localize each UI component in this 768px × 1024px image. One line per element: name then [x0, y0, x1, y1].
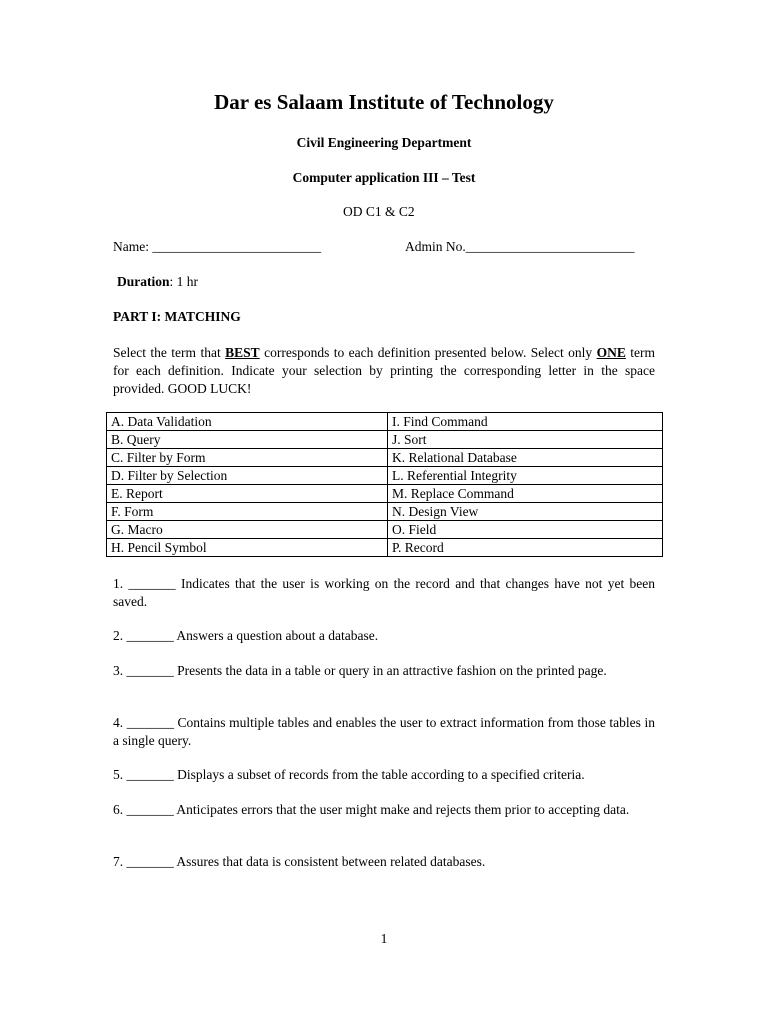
term-cell: K. Relational Database	[388, 449, 663, 467]
instructions	[113, 344, 655, 398]
table-row	[107, 521, 663, 539]
term-cell: I. Find Command	[388, 413, 663, 431]
term-cell: J. Sort	[388, 431, 663, 449]
duration-label: Duration	[117, 274, 170, 289]
term-cell: C. Filter by Form	[107, 449, 388, 467]
question-item: 7. _______ Assures that data is consistent between related databases.	[113, 854, 486, 869]
instructions-best: BEST	[225, 345, 260, 360]
term-cell: O. Field	[388, 521, 663, 539]
instructions-text-3: term for each definition. Indicate your selection by printing the corresponding letter in the space provided. GOOD LUCK!	[113, 345, 655, 396]
question-item: 6. _______ Anticipates errors that the user might make and rejects them prior to accepting data.	[113, 802, 630, 817]
admin-blank: _________________________	[465, 239, 635, 254]
table-row	[107, 467, 663, 485]
term-cell: G. Macro	[107, 521, 388, 539]
table-row	[107, 503, 663, 521]
term-cell: L. Referential Integrity	[388, 467, 663, 485]
table-row	[107, 539, 663, 557]
course-heading: Computer application III – Test	[292, 170, 476, 185]
table-row	[107, 485, 663, 503]
table-row	[107, 431, 663, 449]
term-cell: A. Data Validation	[107, 413, 388, 431]
table-row	[107, 449, 663, 467]
term-cell: N. Design View	[388, 503, 663, 521]
department-heading: Civil Engineering Department	[296, 135, 472, 150]
name-label: Name:	[113, 239, 149, 254]
name-field	[113, 239, 321, 255]
admin-field	[405, 239, 635, 255]
page-number: 1	[380, 931, 388, 946]
term-cell: E. Report	[107, 485, 388, 503]
class-groups: OD C1 & C2	[343, 204, 415, 219]
admin-label: Admin No.	[405, 239, 466, 254]
instructions-text-2: corresponds to each definition presented below. Select only	[259, 345, 597, 360]
institute-title: Dar es Salaam Institute of Technology	[214, 90, 554, 114]
term-cell: H. Pencil Symbol	[107, 539, 388, 557]
term-cell: F. Form	[107, 503, 388, 521]
term-cell: M. Replace Command	[388, 485, 663, 503]
name-blank: _________________________	[152, 239, 322, 254]
question-item: 4. _______ Contains multiple tables and enables the user to extract information from those tables in a single query.	[113, 715, 655, 748]
question-item: 5. _______ Displays a subset of records from the table according to a specified criteria.	[113, 767, 585, 782]
table-row	[107, 413, 663, 431]
term-cell: B. Query	[107, 431, 388, 449]
instructions-one: ONE	[596, 345, 626, 360]
duration-value: : 1 hr	[169, 274, 199, 289]
instructions-text-1: Select the term that	[113, 345, 226, 360]
terms-table	[106, 412, 663, 557]
question-item: 1. _______ Indicates that the user is working on the record and that changes have not yet been saved.	[113, 576, 655, 609]
part-heading: PART I: MATCHING	[113, 309, 241, 324]
term-cell: P. Record	[388, 539, 663, 557]
duration-line	[117, 274, 198, 290]
question-item: 3. _______ Presents the data in a table or query in an attractive fashion on the printed page.	[113, 663, 607, 678]
term-cell: D. Filter by Selection	[107, 467, 388, 485]
question-item: 2. _______ Answers a question about a database.	[113, 628, 379, 643]
